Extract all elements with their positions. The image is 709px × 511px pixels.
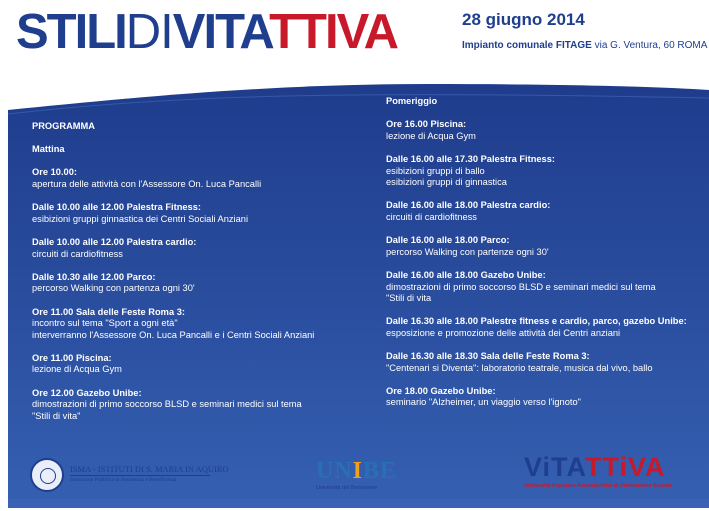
entry-line: "Stili di vita" <box>32 410 81 421</box>
program-entry <box>32 307 362 342</box>
program-panel <box>8 84 709 508</box>
entry-line: lezione di Acqua Gym <box>386 130 476 141</box>
program-entry <box>386 270 706 305</box>
program-entry <box>386 200 706 223</box>
entry-line: percorso Walking con partenza ogni 30' <box>32 283 195 294</box>
entry-line: apertura delle attività con l'Assessore On. Luca Pancalli <box>32 178 262 189</box>
program-entry <box>32 237 362 260</box>
entry-title: Ore 10.00: <box>32 167 77 178</box>
footer-sponsors <box>0 450 709 511</box>
entry-title: Dalle 16.00 alle 18.00 Palestra cardio: <box>386 200 551 211</box>
unibe-logo <box>316 458 396 500</box>
entry-line: circuiti di cardiofitness <box>32 248 123 259</box>
entry-title: Dalle 16.00 alle 18.00 Parco: <box>386 235 510 246</box>
unibe-subtitle: Università del Benessere <box>316 485 378 491</box>
program-entry <box>32 272 362 295</box>
title-part-ttiva: TTIVA <box>269 5 398 59</box>
entry-line: percorso Walking con partenze ogni 30' <box>386 246 549 257</box>
program-entry <box>386 119 706 142</box>
isma-name: ISMA - ISTITUTI DI S. MARIA IN AQUIRO <box>70 464 229 474</box>
event-date: 28 giugno 2014 <box>462 10 585 29</box>
program-entry <box>386 316 706 339</box>
program-entry <box>386 235 706 258</box>
entry-title: Ore 11.00 Sala delle Feste Roma 3: <box>32 306 185 317</box>
program-entry <box>32 388 362 423</box>
isma-logo <box>30 458 229 498</box>
entry-line: esibizioni gruppi ginnastica dei Centri Sociali Anziani <box>32 213 249 224</box>
entry-line: seminario "Alzheimer, un viaggio verso l'ignoto" <box>386 397 581 408</box>
entry-line: "Stili di vita <box>386 293 432 304</box>
entry-line: esposizione e promozione delle attività dei Centri anziani <box>386 327 621 338</box>
entry-line: interverranno l'Assessore On. Luca Pancalli e i Centri Sociali Anziani <box>32 329 315 340</box>
program-entry <box>32 353 362 376</box>
program-entry <box>386 351 706 374</box>
entry-line: esibizioni gruppi di ballo <box>386 165 485 176</box>
entry-title: Ore 18.00 Gazebo Unibe: <box>386 385 496 396</box>
entry-title: Dalle 16.30 alle 18.00 Palestre fitness e cardio, parco, gazebo Unibe: <box>386 316 687 327</box>
program-entry <box>386 154 706 189</box>
afternoon-list <box>386 119 706 409</box>
vitattiva-logo <box>524 452 694 502</box>
venue-name: Impianto comunale FITAGE <box>462 40 592 51</box>
program-heading: PROGRAMMA <box>32 121 96 131</box>
entry-title: Dalle 10.00 alle 12.00 Palestra cardio: <box>32 236 197 247</box>
event-venue <box>462 40 707 51</box>
program-entry <box>386 386 706 409</box>
morning-label: Mattina <box>32 144 65 155</box>
isma-seal-icon <box>30 458 64 492</box>
title-part-di: DI <box>125 5 173 59</box>
morning-column <box>32 121 362 434</box>
entry-line: "Centenari si Diventa": laboratorio teatrale, musica dal vivo, ballo <box>386 362 653 373</box>
entry-line: esibizioni gruppi di ginnastica <box>386 177 507 188</box>
morning-list <box>32 167 362 422</box>
title-part-vita: VITA <box>172 5 270 59</box>
entry-line: dimostrazioni di primo soccorso BLSD e seminari medici sul tema <box>32 399 302 410</box>
entry-title: Dalle 10.30 alle 12.00 Parco: <box>32 271 156 282</box>
venue-address: via G. Ventura, 60 ROMA <box>594 40 708 51</box>
entry-title: Dalle 10.00 alle 12.00 Palestra Fitness: <box>32 202 201 213</box>
event-logo-title <box>16 6 397 58</box>
entry-line: lezione di Acqua Gym <box>32 364 122 375</box>
vitattiva-wordmark: ViTATTiVA <box>524 452 666 482</box>
vitattiva-subtitle: Università Popolare Associazione di Promozione Sociale <box>524 483 673 489</box>
entry-line: dimostrazioni di primo soccorso BLSD e seminari medici sul tema <box>386 281 656 292</box>
entry-title: Ore 16.00 Piscina: <box>386 119 467 130</box>
isma-subtitle: Istituzione Pubblica di Assistenza e Beneficenza <box>70 477 177 483</box>
program-entry <box>32 202 362 225</box>
unibe-wordmark: UNIBE <box>316 458 398 484</box>
afternoon-label: Pomeriggio <box>386 96 438 106</box>
entry-title: Ore 11.00 Piscina: <box>32 352 112 363</box>
entry-title: Ore 12.00 Gazebo Unibe: <box>32 387 142 398</box>
entry-line: incontro sul tema "Sport a ogni età" <box>32 318 178 329</box>
program-entry <box>32 167 362 190</box>
entry-title: Dalle 16.00 alle 18.00 Gazebo Unibe: <box>386 269 546 280</box>
entry-title: Dalle 16.00 alle 17.30 Palestra Fitness: <box>386 153 555 164</box>
entry-title: Dalle 16.30 alle 18.30 Sala delle Feste Roma 3: <box>386 351 590 362</box>
afternoon-column <box>386 96 706 421</box>
title-part-stili: STILI <box>16 5 126 59</box>
entry-line: circuiti di cardiofitness <box>386 211 477 222</box>
